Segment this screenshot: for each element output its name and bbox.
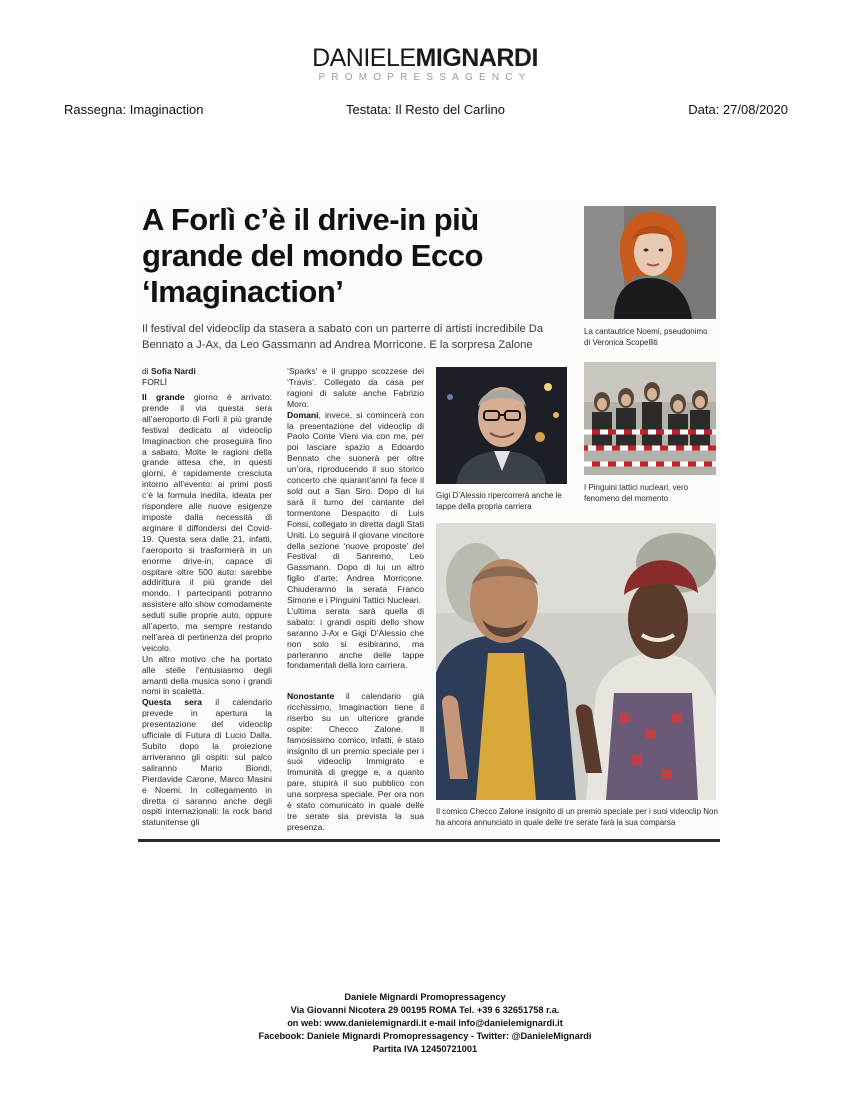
caption-pinguini: I Pinguini tattici nucleari, vero fenomeno del momento [584, 483, 689, 503]
paragraph-text: , invece, si comincerà con la presentazione del videoclip di Paolo Conte Vieni via con me, per poi lasciare spazio a Edoardo Bennato che suonerà per oltre un’ora, riproducendo il suo storico concerto che quarant’anni fa fece il sold out a San Siro. Dopo di lui sarà il turno del cantante del tormentone Despacito di Luis Fonsi, collegato in diretta dagli Stati Uniti. Lo seguirà il giovane vincitore della sezione ‘nuove proposte’ del Festival di Sanremo, Leo Gassmann. Dopo di lui un altro figlio d’arte: Andrea Morricone. Chiuderanno la serata Franco Simone e i Pinguini Tattici Nucleari. [287, 409, 424, 606]
paragraph-text: il calendario prevede in apertura la presentazione del videoclip ufficiale di Futura di Lucio Dalla. Subito dopo la proiezione arriveranno gli ospiti: sul palco saliranno Mario Biondi, Pierdavide Carone, Marco Masini e Noemi. In collegamento in diretta ci saranno anche degli ospiti internazionali: la rock band statunitense gli [142, 697, 272, 828]
article-byline [142, 366, 196, 388]
logo-wordmark [0, 45, 850, 71]
footer-agency-name: Daniele Mignardi Promopressagency [344, 992, 506, 1002]
meta-data: Data: 27/08/2020 [688, 102, 788, 117]
paragraph-lead: Nonostante [287, 691, 335, 701]
footer-social: Facebook: Daniele Mignardi Promopressagency - Twitter: @DanieleMignardi [258, 1031, 592, 1041]
agency-logo [0, 45, 850, 83]
photo-checco-zalone [436, 523, 716, 800]
caption-noemi: La cantautrice Noemi, pseudonimo di Veronica Scopelliti [584, 327, 708, 347]
meta-rassegna: Rassegna: Imaginaction [64, 102, 204, 117]
meta-testata: Testata: Il Resto del Carlino [346, 102, 505, 117]
byline-prefix: di [142, 366, 151, 376]
agency-footer [0, 991, 850, 1056]
paragraph-lead: Questa sera [142, 697, 203, 708]
photo-gigi-image [436, 367, 567, 484]
photo-noemi-image [584, 206, 716, 319]
photo-noemi [584, 206, 716, 319]
paragraph-lead: Domani [287, 409, 319, 420]
paragraph-lead: Il grande [142, 392, 185, 402]
paragraph-text: giorno è arrivato: prende il via questa sera all’aeroporto di Forlì il più grande festival dedicato al videoclip Imaginaction che proseguirà fino a sabato. Molte le ragioni della grande attesa che, in questi giorni, è rapidamente cresciuta intorno all’evento: ai primi posti c’è la formula inedita, ideata per rispondere alle nuove esigenze imposte dalla necessità di arginare il diffondersi del Covid-19. Questa sera dalle 21, infatti, l’aeroporto si trasformerà in un enorme drive-in, capace di ospitare oltre 500 auto: sarebbe addirittura il più grande del mondo. I partecipanti potranno assistere allo show comodamente seduti sulle proprie auto, oppure all’aperto, ma sempre restando nell’area di pertinenza del proprio veicolo. [142, 392, 272, 653]
paragraph [142, 392, 272, 654]
footer-web-email: on web: www.danielemignardi.it e-mail info@danielemignardi.it [287, 1018, 563, 1028]
byline-author: Sofia Nardi [150, 366, 196, 376]
logo-tagline: PROMOPRESSAGENCY [318, 72, 532, 83]
paragraph [142, 697, 272, 828]
clipping-bottom-rule [138, 839, 720, 842]
article-column-1 [142, 392, 272, 838]
article-subhead: Il festival del videoclip da stasera a sabato con un parterre di artisti incredibile Da Bennato a J-Ax, da Leo Gassmann ad Andrea Morricone. E la sorpresa Zalone [142, 323, 544, 351]
photo-checco-image [436, 523, 716, 800]
photo-pinguini-image [584, 362, 716, 475]
paragraph: ‘Sparks’ e il gruppo scozzese dei ‘Travis’. Collegato da casa per ragioni di salute anche Fabrizio Moro. [287, 366, 424, 409]
paragraph: Un altro motivo che ha portato alle stelle l’entusiasmo degli amanti della musica sono i grandi nomi in scaletta. [142, 653, 272, 697]
press-meta-line [64, 102, 788, 120]
article-column-3 [287, 691, 424, 838]
photo-gigi-dalessio [436, 367, 567, 484]
paragraph: L’ultima serata sarà quella di sabato: i grandi ospiti dello show saranno J-Ax e Gigi D’Alessio che non solo si esibiranno, ma parleranno anche delle tappe fondamentali della loro carriera. [287, 605, 424, 671]
photo-pinguini-tattici-nucleari [584, 362, 716, 475]
caption-checco: Il comico Checco Zalone insignito di un premio speciale per i suoi videoclip Non ha ancora annunciato in quale delle tre serate farà la sua comparsa [436, 807, 718, 827]
article-headline: A Forlì c’è il drive-in più grande del mondo Ecco ‘Imaginaction’ [142, 202, 483, 309]
caption-gigi: Gigi D’Alessio ripercorrerà anche le tappe della propria carriera [436, 491, 562, 511]
logo-name-thin: DANIELE [312, 44, 416, 72]
paragraph [287, 691, 424, 833]
paragraph-text: il calendario già ricchissimo, Imaginaction tiene il riserbo su un ulteriore grande ospite: Checco Zalone. Il famosissimo comico, infatti, è stato insignito di un premio speciale per i suoi videoclip Immigrato e Immunità di gregge e, a quanto pare, stupirà il suo pubblico con una sorpresa speciale. Per ora non è stato comunicato in quale delle tre serate sia prevista la sua presenza. [287, 691, 424, 832]
footer-address: Via Giovanni Nicotera 29 00195 ROMA Tel. +39 6 32651758 r.a. [290, 1005, 560, 1015]
footer-vat: Partita IVA 12450721001 [372, 1044, 478, 1054]
paragraph [287, 410, 424, 606]
byline-location: FORLÌ [142, 377, 168, 387]
logo-name-bold: MIGNARDI [415, 44, 538, 72]
